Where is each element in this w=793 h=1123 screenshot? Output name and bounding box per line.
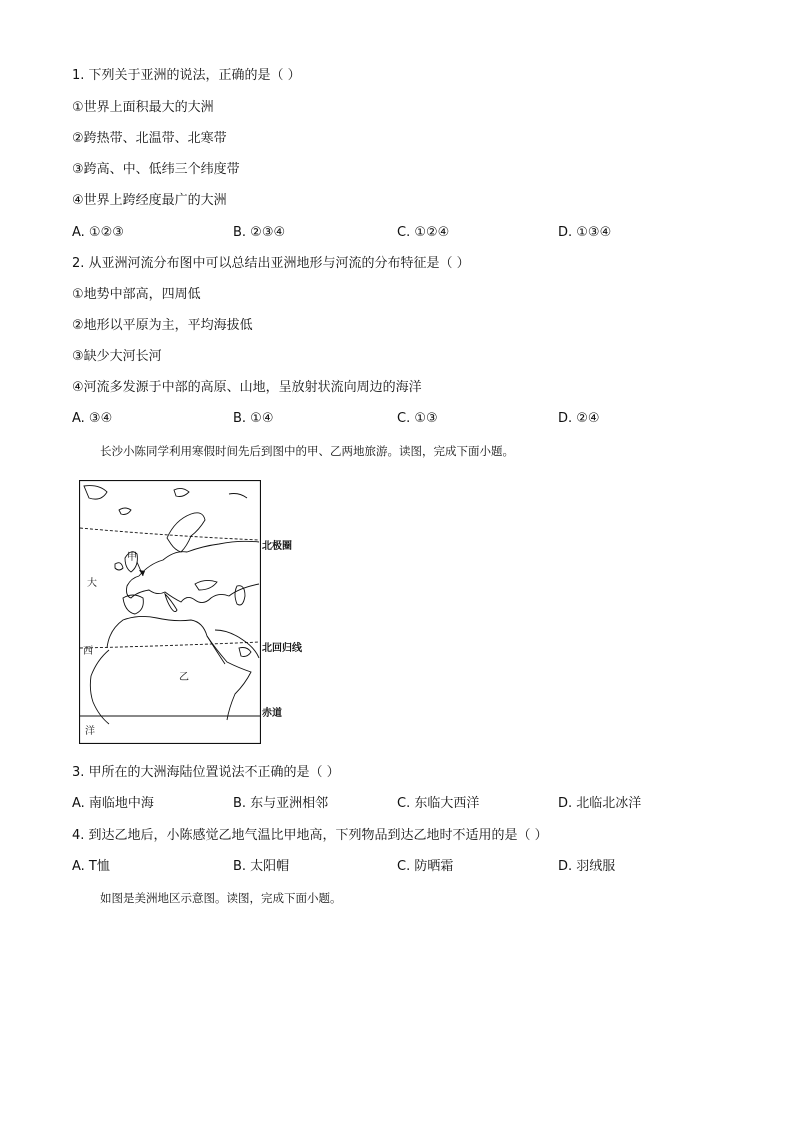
q4-option-b[interactable]: B. 太阳帽 bbox=[233, 859, 290, 874]
map-label-equator: 赤道 bbox=[262, 708, 282, 719]
q2-item-4: ④河流多发源于中部的高原、山地，呈放射状流向周边的海洋 bbox=[72, 380, 422, 395]
label-yi: 乙 bbox=[179, 672, 189, 683]
q1-item-3: ③跨高、中、低纬三个纬度带 bbox=[72, 162, 240, 177]
q3-option-a[interactable]: A. 南临地中海 bbox=[72, 796, 154, 811]
q2-option-d[interactable]: D. ②④ bbox=[558, 411, 600, 426]
q4-stem: 4. 到达乙地后，小陈感觉乙地气温比甲地高，下列物品到达乙地时不适用的是（ ） bbox=[72, 828, 548, 843]
label-yang: 洋 bbox=[85, 726, 95, 737]
q1-item-4: ④世界上跨经度最广的大洲 bbox=[72, 193, 227, 208]
q3-stem: 3. 甲所在的大洲海陆位置说法不正确的是（ ） bbox=[72, 765, 340, 780]
label-da: 大 bbox=[87, 578, 97, 589]
reading-intro-2: 如图是美洲地区示意图。读图，完成下面小题。 bbox=[100, 891, 342, 905]
q1-option-a[interactable]: A. ①②③ bbox=[72, 225, 124, 240]
q4-option-d[interactable]: D. 羽绒服 bbox=[558, 859, 616, 874]
map-label-tropic-cancer: 北回归线 bbox=[262, 643, 302, 654]
q1-stem: 1. 下列关于亚洲的说法，正确的是（ ） bbox=[72, 68, 301, 83]
q2-option-b[interactable]: B. ①④ bbox=[233, 411, 274, 426]
q2-item-1: ①地势中部高，四周低 bbox=[72, 287, 201, 302]
q2-option-a[interactable]: A. ③④ bbox=[72, 411, 113, 426]
q1-item-1: ①世界上面积最大的大洲 bbox=[72, 100, 214, 115]
label-xi: 西 bbox=[83, 646, 93, 657]
q4-option-c[interactable]: C. 防晒霜 bbox=[397, 859, 454, 874]
reading-intro-1: 长沙小陈同学利用寒假时间先后到图中的甲、乙两地旅游。读图，完成下面小题。 bbox=[100, 444, 514, 458]
q2-option-c[interactable]: C. ①③ bbox=[397, 411, 438, 426]
q1-option-d[interactable]: D. ①③④ bbox=[558, 225, 612, 240]
label-jia: 甲 bbox=[127, 552, 137, 563]
q3-option-b[interactable]: B. 东与亚洲相邻 bbox=[233, 796, 329, 811]
q3-option-d[interactable]: D. 北临北冰洋 bbox=[558, 796, 642, 811]
q4-option-a[interactable]: A. T恤 bbox=[72, 859, 110, 874]
map-frame bbox=[80, 481, 261, 744]
q1-option-b[interactable]: B. ②③④ bbox=[233, 225, 286, 240]
q2-item-3: ③缺少大河长河 bbox=[72, 349, 162, 364]
q2-item-2: ②地形以平原为主，平均海拔低 bbox=[72, 318, 253, 333]
q3-option-c[interactable]: C. 东临大西洋 bbox=[397, 796, 480, 811]
europe-africa-map bbox=[79, 480, 261, 744]
q1-option-c[interactable]: C. ①②④ bbox=[397, 225, 450, 240]
q1-item-2: ②跨热带、北温带、北寒带 bbox=[72, 131, 227, 146]
q2-stem: 2. 从亚洲河流分布图中可以总结出亚洲地形与河流的分布特征是（ ） bbox=[72, 256, 470, 271]
map-label-arctic-circle: 北极圈 bbox=[262, 541, 292, 552]
